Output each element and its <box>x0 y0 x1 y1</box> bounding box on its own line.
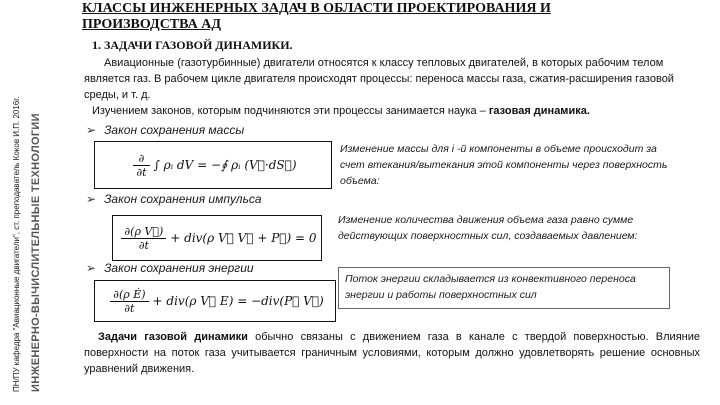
conclusion-bold-term: Задачи газовой динамики <box>98 331 248 343</box>
law-energy-note: Поток энергии складывается из конвективного переноса энергии и работы поверхностных сил <box>345 273 636 301</box>
intro-paragraph: Авиационные (газотурбинные) двигатели относятся к классу тепловых двигателей, в которых рабочим телом является газ. В рабочем цикле двигателя происходят процессы: переноса массы газа, сжатия-расширения газовой среды, и т. д. <box>84 57 674 101</box>
law-momentum-label: Закон сохранения импульса <box>104 192 262 206</box>
law-mass-label: Закон сохранения массы <box>104 123 245 137</box>
law-momentum <box>86 192 262 206</box>
section-subtitle: 1. ЗАДАЧИ ГАЗОВОЙ ДИНАМИКИ. <box>92 38 293 52</box>
equation-momentum-rhs: + div(ρ V⃗ V⃗ + P⃗) = 0 <box>170 231 317 245</box>
conclusion-paragraph <box>84 329 700 377</box>
equation-energy <box>94 280 336 322</box>
side-banner <box>0 0 42 405</box>
equation-momentum-denominator: ∂t <box>138 238 149 252</box>
side-credit-text: ПН/ПУ кафедра "Авиационные двигатели", ст. преподаватель Коков И.П. 2016г. <box>12 96 21 392</box>
arrow-icon: ➢ <box>86 123 97 137</box>
study-text: Изучением законов, которым подчиняются эти процессы занимается наука – <box>92 105 489 117</box>
equation-mass: $\frac{\partial}{\partial t}$ ∫ ρᵢ dV = −∮ ρᵢ (V⃗·dS⃗) <box>94 141 332 189</box>
side-course-title: ИНЖЕНЕРНО-ВЫЧИСЛИТЕЛЬНЫЕ ТЕХНОЛОГИИ <box>30 113 42 392</box>
study-paragraph <box>84 103 700 119</box>
law-energy-label: Закон сохранения энергии <box>104 261 254 275</box>
equation-mass-text: ∫ ρᵢ dV = −∮ ρᵢ (V⃗·dS⃗) <box>153 158 297 172</box>
arrow-icon: ➢ <box>86 261 97 275</box>
law-energy <box>86 261 254 275</box>
arrow-icon: ➢ <box>86 192 97 206</box>
law-mass <box>86 123 244 137</box>
law-mass-note: Изменение массы для i -й компоненты в объеме происходит за счет втекания/вытекания этой компоненты через поверхность объема: <box>340 143 668 187</box>
page-title: КЛАССЫ ИНЖЕНЕРНЫХ ЗАДАЧ В ОБЛАСТИ ПРОЕКТИРОВАНИЯ И ПРОИЗВОДСТВА АД <box>82 1 551 32</box>
study-bold-term: газовая динамика. <box>488 105 590 117</box>
equation-momentum-numerator: ∂(ρ V⃗) <box>121 225 166 239</box>
law-momentum-note: Изменение количества движения объема газа равно сумме действующих поверхностных сил, создаваемых давлением: <box>338 214 638 242</box>
equation-momentum <box>112 215 322 261</box>
equation-energy-denominator: ∂t <box>124 301 135 315</box>
equation-energy-numerator: ∂(ρ Ė) <box>110 288 148 302</box>
conclusion-text: обычно связаны с движением газа в канале с твердой поверхностью. Влияние поверхности на поток газа учитывается граничным условиями, которым должно удовлетворять решение основных уравнений движения. <box>84 331 700 375</box>
equation-energy-rhs: + div(ρ V⃗ E) = −div(P⃗ V⃗) <box>152 294 324 308</box>
